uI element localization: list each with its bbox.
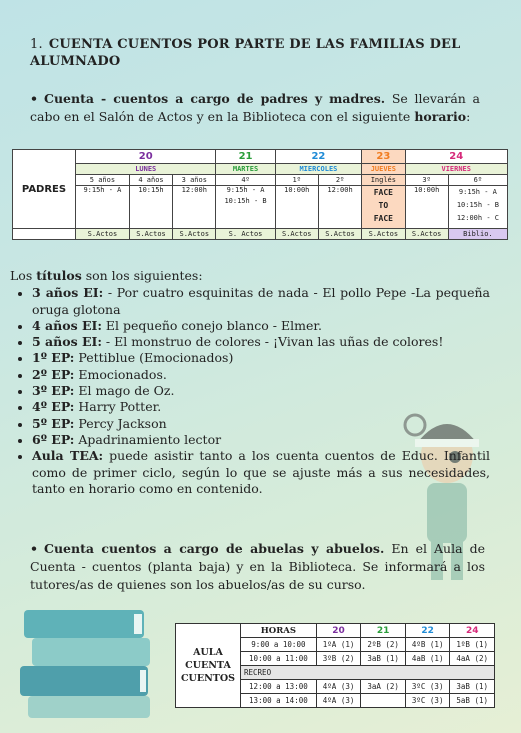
padres-title: Cuenta - cuentos a cargo de padres y madres.	[44, 91, 386, 106]
place-cell: S.Actos	[173, 229, 216, 240]
day-num: 24	[405, 150, 508, 164]
list-item: • 3 años EI: - Por cuatro esquinitas de nada - El pollo Pepe -La pequeña oruga glotona	[32, 285, 490, 318]
day-name: MIERCOLES	[275, 164, 362, 175]
list-item: • 4 años EI: El pequeño conejo blanco - Elmer.	[32, 318, 490, 334]
table-cell: 13:00 a 14:00	[241, 694, 317, 708]
list-item: • Aula TEA: puede asistir tanto a los cuenta cuentos de Educ. Infantil como de primer ciclo, según lo que se ajuste más a sus necesidades, tanto en horario como en contenido.	[32, 448, 490, 497]
time-cell: 10:00h	[405, 186, 448, 229]
header-cell: HORAS	[241, 624, 317, 638]
list-item: • 5º EP: Percy Jackson	[32, 416, 490, 432]
table-cell: 4ºA (3)	[316, 694, 361, 708]
place-cell: Biblio.	[448, 229, 507, 240]
heading-number: 1.	[30, 37, 43, 52]
table-cell: 12:00 a 13:00	[241, 680, 317, 694]
table-cell: 1ºA (1)	[316, 638, 361, 652]
table-cell: 4ºB (1)	[405, 638, 450, 652]
level-cell: 5 años	[76, 175, 130, 186]
table-cell: 3aB (1)	[361, 652, 406, 666]
table-cell: 3aA (2)	[361, 680, 406, 694]
abuelos-schedule-table	[175, 623, 495, 708]
time-cell: 9:15h - A	[76, 186, 130, 229]
header-cell: 22	[405, 624, 450, 638]
day-num: 21	[216, 150, 275, 164]
time-cell: 9:15h - A 10:15h - B	[216, 186, 275, 229]
list-item: • 5 años EI: - El monstruo de colores - ¡Vivan las uñas de colores!	[32, 334, 490, 350]
list-item: • 4º EP: Harry Potter.	[32, 399, 490, 415]
padres-paragraph: • Cuenta - cuentos a cargo de padres y madres. Se llevarán a cabo en el Salón de Actos y en la Biblioteca con el siguiente horario:	[30, 91, 481, 124]
day-name: VIERNES	[405, 164, 508, 175]
list-item: • 3º EP: El mago de Oz.	[32, 383, 490, 399]
level-cell: 2º	[318, 175, 361, 186]
books-illustration	[14, 600, 164, 720]
section-heading	[30, 36, 490, 70]
table-cell: 2ºB (2)	[361, 638, 406, 652]
table-cell: 3ºC (3)	[405, 694, 450, 708]
table-cell: 5aB (1)	[450, 694, 495, 708]
abuelos-title: Cuenta cuentos a cargo de abuelas y abuelos.	[44, 541, 385, 556]
recreo-row: RECREO	[241, 666, 495, 680]
time-cell: 12:00h	[173, 186, 216, 229]
padres-row-label: PADRES	[13, 150, 76, 229]
day-num: 20	[76, 150, 216, 164]
header-cell: 24	[450, 624, 495, 638]
table-cell	[361, 694, 406, 708]
level-cell: 3º	[405, 175, 448, 186]
place-cell: S.Actos	[362, 229, 405, 240]
table-cell: 3ºB (2)	[316, 652, 361, 666]
level-cell: 4º	[216, 175, 275, 186]
day-name: JUEVES	[362, 164, 405, 175]
place-cell: S.Actos	[275, 229, 318, 240]
level-cell: Inglés	[362, 175, 405, 186]
place-cell: S. Actos	[216, 229, 275, 240]
table-cell: 4aA (2)	[450, 652, 495, 666]
table-cell: 4aB (1)	[405, 652, 450, 666]
time-cell: 10:15h	[129, 186, 172, 229]
time-cell: 9:15h - A 10:15h - B 12:00h - C	[448, 186, 507, 229]
titulos-list	[10, 285, 490, 497]
header-cell: 21	[361, 624, 406, 638]
day-name: MARTES	[216, 164, 275, 175]
table-cell: 1ºB (1)	[450, 638, 495, 652]
abuelos-paragraph: • Cuenta cuentos a cargo de abuelas y abuelos. En el Aula de Cuenta - cuentos (planta baja) y en la Biblioteca. Se informará a los tutores/as de quienes son los abuelos/as de su curso.	[30, 541, 485, 592]
table-cell: 4ºA (3)	[316, 680, 361, 694]
place-cell: S.Actos	[129, 229, 172, 240]
day-num: 23	[362, 150, 405, 164]
place-cell: S.Actos	[318, 229, 361, 240]
time-cell: 10:00h	[275, 186, 318, 229]
aula-label: AULA CUENTA CUENTOS	[176, 624, 241, 708]
header-cell: 20	[316, 624, 361, 638]
level-cell: 1º	[275, 175, 318, 186]
titulos-section	[10, 268, 490, 497]
list-item: • 1º EP: Pettiblue (Emocionados)	[32, 350, 490, 366]
level-cell: 3 años	[173, 175, 216, 186]
table-cell: 3ºC (3)	[405, 680, 450, 694]
level-cell: 6º	[448, 175, 507, 186]
level-cell: 4 años	[129, 175, 172, 186]
list-item: • 6º EP: Apadrinamiento lector	[32, 432, 490, 448]
day-name: LUNES	[76, 164, 216, 175]
day-num: 22	[275, 150, 362, 164]
padres-schedule-table	[12, 149, 508, 240]
place-cell: S.Actos	[405, 229, 448, 240]
time-cell: 12:00h	[318, 186, 361, 229]
time-cell: FACE TO FACE	[362, 186, 405, 229]
table-cell: 10:00 a 11:00	[241, 652, 317, 666]
place-cell: S.Actos	[76, 229, 130, 240]
titulos-intro: Los títulos son los siguientes:	[10, 268, 203, 283]
table-cell: 9:00 a 10:00	[241, 638, 317, 652]
table-cell: 3aB (1)	[450, 680, 495, 694]
list-item: • 2º EP: Emocionados.	[32, 367, 490, 383]
heading-text: CUENTA CUENTOS POR PARTE DE LAS FAMILIAS DEL ALUMNADO	[30, 37, 461, 69]
